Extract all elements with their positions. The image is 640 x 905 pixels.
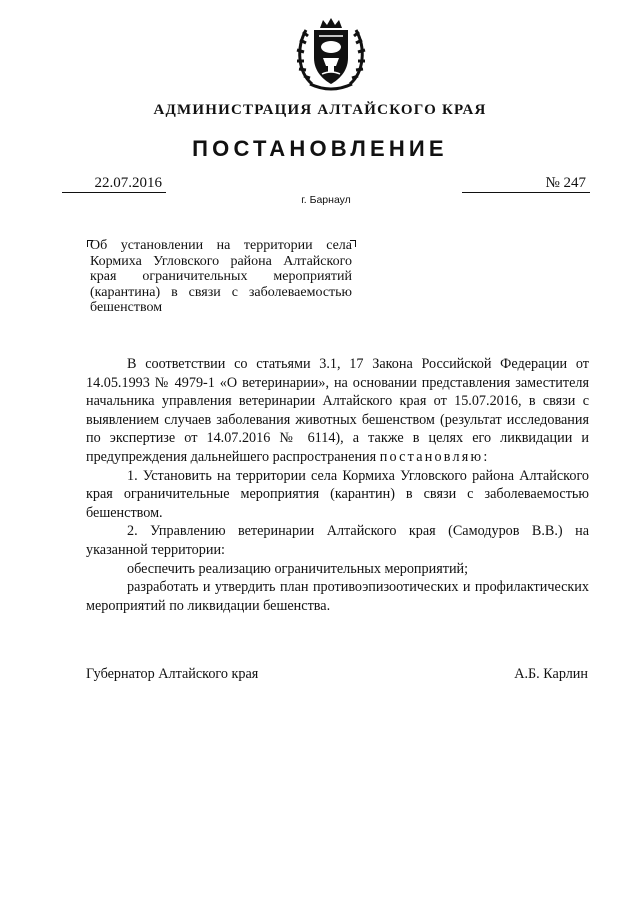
signatory-title: Губернатор Алтайского края [86,666,259,682]
item-2b: разработать и утвердить план противоэпизоотических и профилактических мероприятий по ликвидации бешенства. [86,579,589,614]
item-1: 1. Установить на территории села Кормиха Угловского района Алтайского края ограничительные мероприятия (карантин) в связи с заболеваемостью бешенством. [86,467,589,521]
document-body [86,355,589,615]
document-number: № 247 [462,174,590,193]
document-subject: Об установлении на территории села Кормиха Угловского района Алтайского края ограничительных мероприятий (карантина) в связи с заболеваемостью бешенством [90,238,352,315]
coat-of-arms-emblem [292,14,370,94]
preamble-keyword: постановляю: [379,448,490,465]
preamble-paragraph [86,355,589,467]
altai-krai-coat-of-arms-icon [292,14,370,94]
administration-title: АДМИНИСТРАЦИЯ АЛТАЙСКОГО КРАЯ [153,102,487,118]
document-city: г. Барнаул [301,194,351,206]
item-2: 2. Управлению ветеринарии Алтайского края (Самодуров В.В.) на указанной территории: [86,523,589,558]
document-date: 22.07.2016 [62,174,166,193]
document-type-title: ПОСТАНОВЛЕНИЕ [192,136,448,161]
item-2a: обеспечить реализацию ограничительных мероприятий; [127,560,469,577]
preamble-text: В соответствии со статьями 3.1, 17 Закона Российской Федерации от 14.05.1993 № 4979-1 «О ветеринарии», на основании представления заместителя начальника управления ветеринарии Алтайского края от 15.07.2016, в связи с выявлением случаев заболевания животных бешенством (результат исследования по экспертизе от 14.07.2016 № 6114), а также в целях его ликвидации и предупреждения дальнейшего распространения [86,356,589,465]
signatory-name: А.Б. Карлин [514,666,588,682]
